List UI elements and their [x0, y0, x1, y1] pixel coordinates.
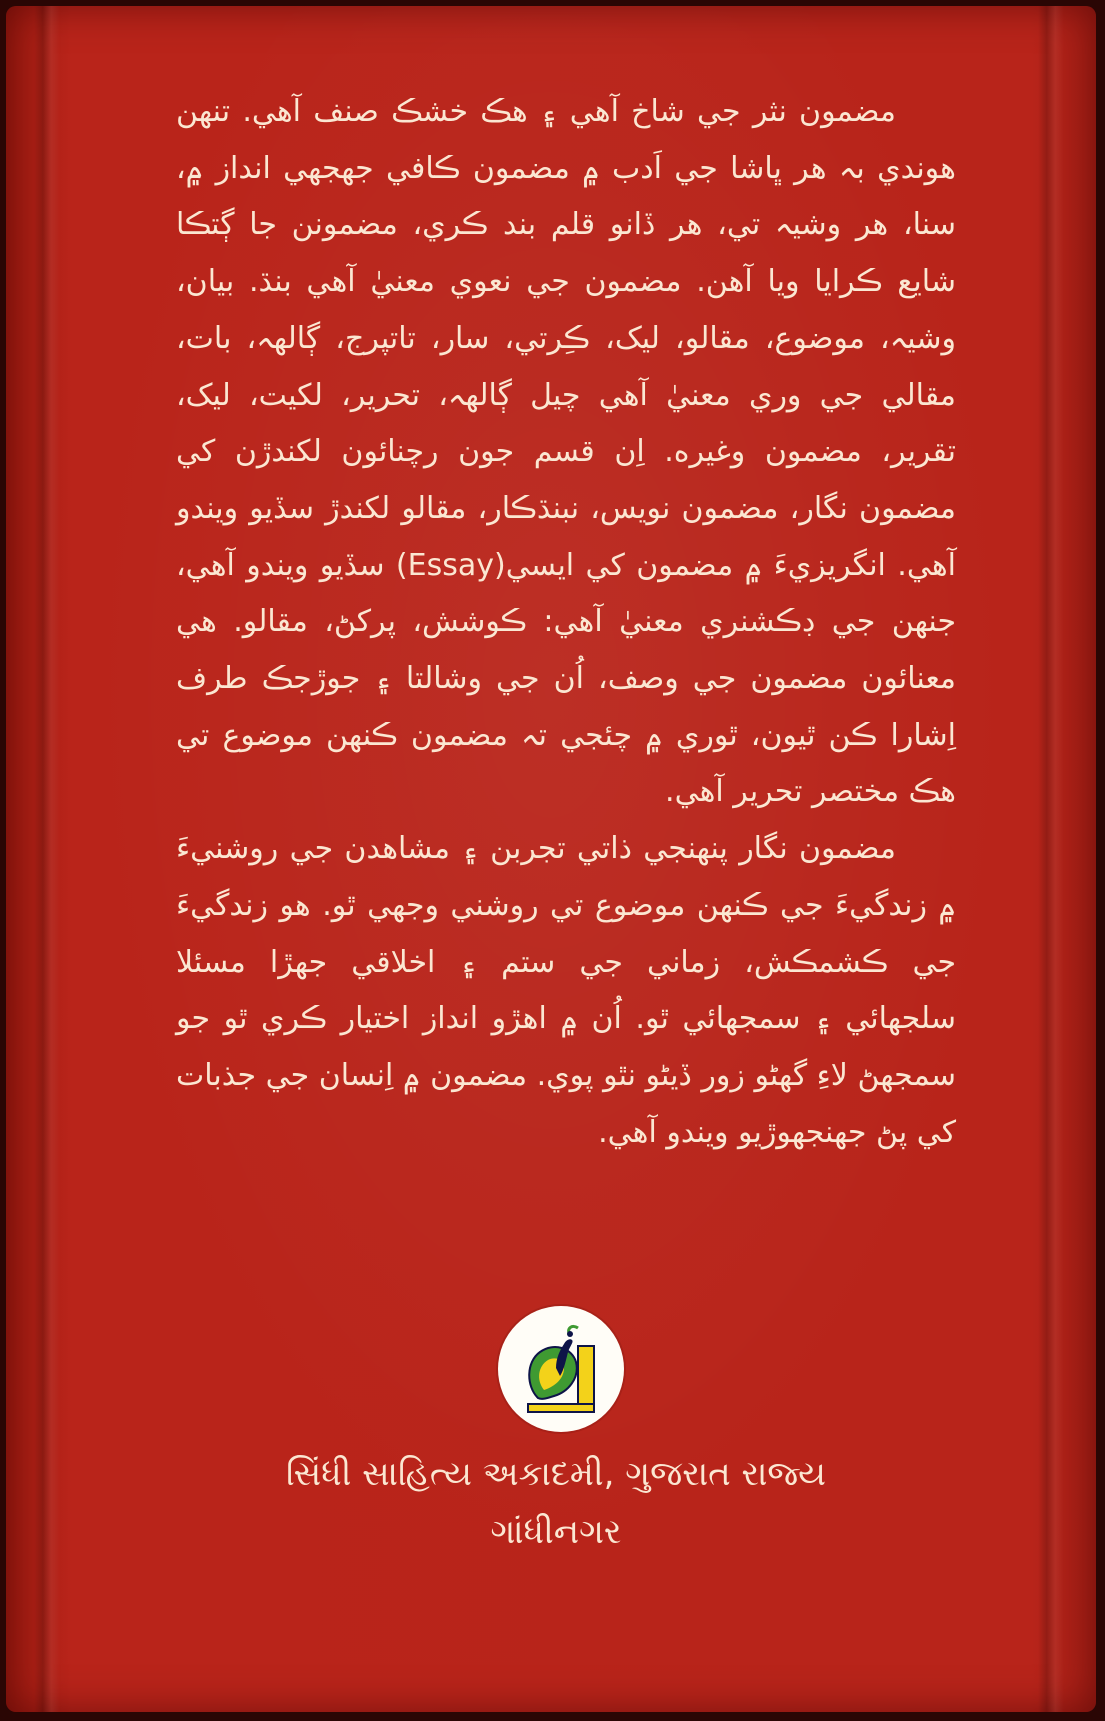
blurb-paragraph-2: مضمون نگار پنهنجي ذاتي تجربن ۽ مشاهدن جي روشنيءَ ۾ زندگيءَ جي ڪنهن موضوع تي روشني وجهي ٿو. هو زندگيءَ جي ڪشمڪش، زماني جي ستم ۽ اخلاقي جهڙا مسئلا سلجهائي ۽ سمجهائي ٿو. اُن ۾ اهڙو انداز اختيار ڪري ٿو جو سمجهڻ لاءِ گهڻو زور ڏيڻو نٿو پوي. مضمون ۾ اِنسان جي جذبات کي پڻ جهنجهوڙيو ويندو آهي.	[176, 831, 956, 1150]
blurb-paragraph-1: مضمون نثر جي شاخ آهي ۽ هڪ خشڪ صنف آهي. تنهن هوندي بہ هر ڀاشا جي اَدب ۾ مضمون ڪافي جهجهي انداز ۾، سنا، هر وشيہ تي، هر ڏانو قلم بند ڪري، مضمونن جا ڳتڪا شايع ڪرايا ويا آهن. مضمون جي نعوي معنيٰ آهي بنڌ. بيان، وشيہ، موضوع، مقالو، ليک، ڪِرتي، سار، تاتپرج، ڳالھہ، بات، مقالي جي وري معنيٰ آهي چيل ڳالھہ، تحرير، لکيت، ليک، تقرير، مضمون وغيره. اِن قسم جون رچنائون لکندڙن کي مضمون نگار، مضمون نويس، نبنڌڪار، مقالو لکندڙ سڏيو ويندو آهي. انگريزيءَ ۾ مضمون کي ايسي(Essay) سڏيو ويندو آهي، جنهن جي ڊڪشنري معنيٰ آهي: ڪوشش، پرکڻ، مقالو. هي معنائون مضمون جي وصف، اُن جي وشالتا ۽ جوڙجڪ طرف اِشارا ڪن ٿيون، ٿوري ۾ چئجي تہ مضمون ڪنهن موضوع تي هڪ مختصر تحرير آهي.	[176, 94, 956, 810]
publisher-name: સિંધી સાહિત્ય અકાદમી, ગુજરાત રાજ્ય	[285, 1454, 827, 1494]
right-crease	[1038, 6, 1064, 1712]
back-cover	[6, 6, 1096, 1712]
left-crease	[34, 6, 60, 1712]
publisher-city: ગાંધીનગર	[490, 1512, 622, 1552]
peacock-logo-icon	[498, 1306, 624, 1432]
blurb-text	[176, 84, 956, 1161]
